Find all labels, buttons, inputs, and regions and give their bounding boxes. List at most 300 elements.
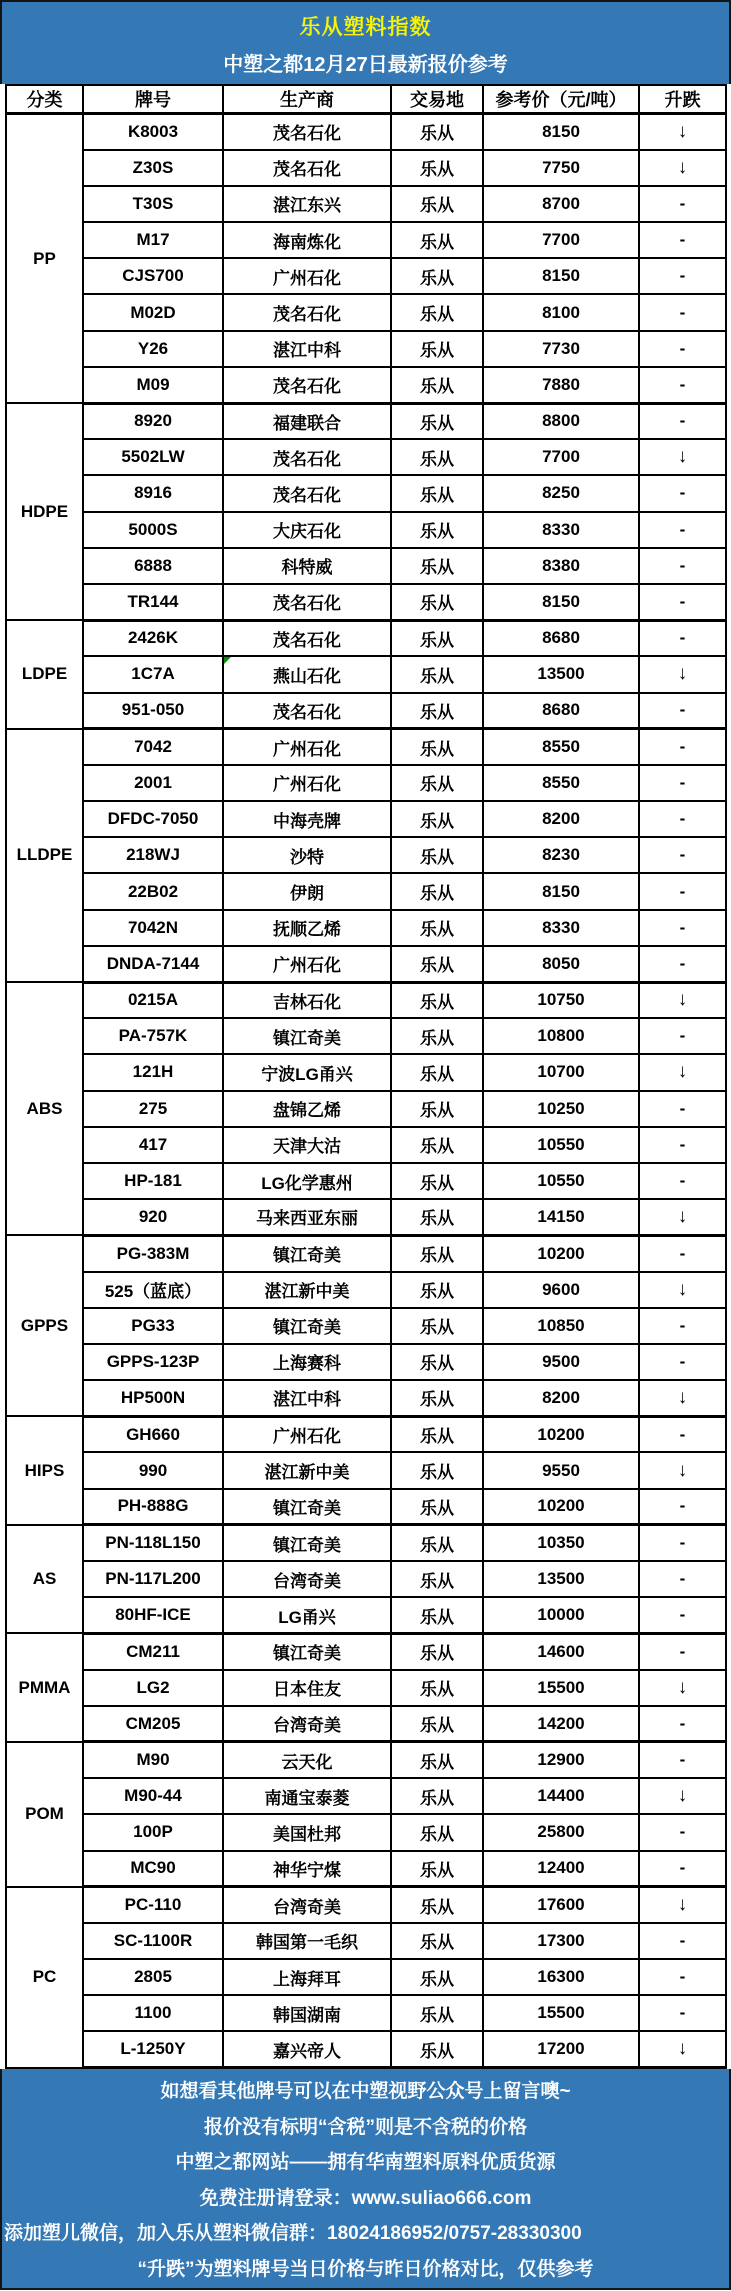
cell-text: 乐从 bbox=[420, 1427, 454, 1447]
producer-cell bbox=[223, 1344, 391, 1380]
table-row bbox=[6, 1525, 726, 1561]
cell-text: 乐从 bbox=[420, 775, 454, 795]
cell-text: 湛江中科 bbox=[273, 1390, 341, 1410]
cell-text: - bbox=[679, 1713, 686, 1733]
cell-text: 15500 bbox=[537, 1677, 585, 1697]
grade-cell bbox=[83, 1923, 223, 1959]
cell-text: ↓ bbox=[677, 1386, 688, 1408]
category-cell: PP bbox=[6, 114, 83, 404]
table-row bbox=[6, 1416, 726, 1452]
table-row bbox=[6, 837, 726, 873]
cell-text: 951-050 bbox=[121, 700, 185, 720]
trend-cell bbox=[639, 1380, 726, 1416]
table-row bbox=[6, 1670, 726, 1706]
price-cell bbox=[483, 1127, 639, 1163]
cell-text: 7700 bbox=[542, 447, 580, 467]
cell-text: - bbox=[679, 772, 686, 792]
cell-text: 神华宁煤 bbox=[273, 1860, 341, 1880]
grade-cell bbox=[83, 1127, 223, 1163]
trend-cell bbox=[639, 1235, 726, 1271]
price-cell bbox=[483, 1887, 639, 1923]
cell-text: 乐从 bbox=[420, 1463, 454, 1483]
price-cell bbox=[483, 656, 639, 692]
cell-text: Y26 bbox=[137, 338, 169, 358]
producer-cell bbox=[223, 1380, 391, 1416]
table-row bbox=[6, 801, 726, 837]
grade-cell bbox=[83, 946, 223, 982]
table-row bbox=[6, 765, 726, 801]
price-cell bbox=[483, 1706, 639, 1742]
market-cell bbox=[391, 1887, 483, 1923]
producer-cell bbox=[223, 439, 391, 475]
table-row bbox=[6, 1995, 726, 2031]
market-cell bbox=[391, 982, 483, 1018]
cell-text: 13500 bbox=[537, 1569, 585, 1589]
price-cell bbox=[483, 1561, 639, 1597]
producer-cell bbox=[223, 801, 391, 837]
cell-text: 美国杜邦 bbox=[273, 1824, 341, 1844]
producer-cell bbox=[223, 1163, 391, 1199]
trend-cell bbox=[639, 1561, 726, 1597]
grade-cell bbox=[83, 693, 223, 729]
grade-cell bbox=[83, 729, 223, 765]
grade-cell bbox=[83, 1851, 223, 1887]
cell-text: - bbox=[679, 1424, 686, 1444]
cell-text: 920 bbox=[138, 1206, 168, 1226]
table-row bbox=[6, 1054, 726, 1090]
market-cell bbox=[391, 910, 483, 946]
footer-line: 免费注册请登录：www.suliao666.com bbox=[199, 2187, 532, 2209]
price-cell bbox=[483, 403, 639, 439]
table-row bbox=[6, 1742, 726, 1778]
cell-text: 8200 bbox=[542, 1387, 580, 1407]
cell-text: 盘锦乙烯 bbox=[273, 1101, 341, 1121]
cell-text: SC-1100R bbox=[113, 1930, 193, 1950]
price-table-body bbox=[6, 114, 726, 2068]
cell-text: DFDC-7050 bbox=[107, 809, 199, 829]
table-row bbox=[6, 1778, 726, 1814]
market-cell bbox=[391, 1670, 483, 1706]
price-cell bbox=[483, 1525, 639, 1561]
trend-cell bbox=[639, 620, 726, 656]
cell-text: 2805 bbox=[134, 1967, 172, 1987]
cell-text: GPPS-123P bbox=[106, 1351, 200, 1371]
producer-cell bbox=[223, 693, 391, 729]
table-row bbox=[6, 331, 726, 367]
table-row bbox=[6, 1344, 726, 1380]
cell-text: 10200 bbox=[537, 1424, 585, 1444]
grade-cell bbox=[83, 1308, 223, 1344]
grade-cell bbox=[83, 1054, 223, 1090]
market-cell bbox=[391, 294, 483, 330]
market-cell bbox=[391, 765, 483, 801]
grade-cell bbox=[83, 1959, 223, 1995]
cell-text: 25800 bbox=[537, 1822, 585, 1842]
cell-text: 乐从 bbox=[420, 1824, 454, 1844]
market-cell bbox=[391, 1416, 483, 1452]
cell-text: PA-757K bbox=[118, 1026, 188, 1046]
market-cell bbox=[391, 620, 483, 656]
producer-cell bbox=[223, 1959, 391, 1995]
grade-cell bbox=[83, 1091, 223, 1127]
trend-cell bbox=[639, 1851, 726, 1887]
cell-text: 5502LW bbox=[121, 447, 185, 467]
cell-text: 抚顺乙烯 bbox=[273, 920, 341, 940]
price-cell bbox=[483, 475, 639, 511]
cell-text: 湛江中科 bbox=[273, 341, 341, 361]
cell-text: 6888 bbox=[134, 555, 172, 575]
trend-cell bbox=[639, 475, 726, 511]
cell-text: 马来西亚东丽 bbox=[256, 1209, 358, 1229]
price-cell bbox=[483, 512, 639, 548]
price-cell bbox=[483, 258, 639, 294]
producer-cell bbox=[223, 403, 391, 439]
price-cell bbox=[483, 1633, 639, 1669]
grade-cell bbox=[83, 1163, 223, 1199]
trend-cell bbox=[639, 2031, 726, 2067]
trend-cell bbox=[639, 693, 726, 729]
market-cell bbox=[391, 693, 483, 729]
market-cell bbox=[391, 1452, 483, 1488]
cell-text: 南通宝泰菱 bbox=[264, 1788, 350, 1808]
producer-cell bbox=[223, 1018, 391, 1054]
cell-text: 乐从 bbox=[420, 522, 454, 542]
cell-text: 乐从 bbox=[420, 1752, 454, 1772]
cell-text: - bbox=[679, 230, 686, 250]
grade-cell bbox=[83, 801, 223, 837]
cell-text: 7700 bbox=[542, 230, 580, 250]
cell-text: - bbox=[679, 1930, 686, 1950]
producer-cell bbox=[223, 1127, 391, 1163]
cell-text: 乐从 bbox=[420, 811, 454, 831]
table-row bbox=[6, 1814, 726, 1850]
cell-text: 乐从 bbox=[420, 558, 454, 578]
price-cell bbox=[483, 1163, 639, 1199]
trend-cell bbox=[639, 1597, 726, 1633]
price-cell bbox=[483, 1778, 639, 1814]
grade-cell bbox=[83, 1489, 223, 1525]
cell-text: 镇江奇美 bbox=[273, 1644, 341, 1664]
table-row bbox=[6, 1597, 726, 1633]
grade-cell bbox=[83, 512, 223, 548]
cell-text: - bbox=[679, 1098, 686, 1118]
cell-text: 10800 bbox=[537, 1026, 585, 1046]
price-cell bbox=[483, 765, 639, 801]
cell-text: 茂名石化 bbox=[273, 377, 341, 397]
cell-text: M90 bbox=[136, 1750, 170, 1770]
table-row bbox=[6, 873, 726, 909]
category-cell: AS bbox=[6, 1525, 83, 1634]
cell-text: ↓ bbox=[677, 120, 688, 142]
cell-text: 燕山石化 bbox=[273, 666, 341, 686]
producer-cell bbox=[223, 1452, 391, 1488]
table-row bbox=[6, 403, 726, 439]
producer-cell bbox=[223, 1742, 391, 1778]
cell-text: 台湾奇美 bbox=[273, 1571, 341, 1591]
cell-text: 乐从 bbox=[420, 1101, 454, 1121]
cell-text: - bbox=[679, 483, 686, 503]
price-cell bbox=[483, 186, 639, 222]
cell-text: PC-110 bbox=[124, 1895, 182, 1915]
price-cell bbox=[483, 1814, 639, 1850]
grade-cell bbox=[83, 294, 223, 330]
cell-text: - bbox=[679, 1822, 686, 1842]
cell-text: 乐从 bbox=[420, 1535, 454, 1555]
trend-cell bbox=[639, 114, 726, 150]
cell-text: 8330 bbox=[542, 519, 580, 539]
grade-cell bbox=[83, 186, 223, 222]
cell-text: ↓ bbox=[677, 1459, 688, 1481]
table-row bbox=[6, 584, 726, 620]
cell-text: 嘉兴帝人 bbox=[273, 2041, 341, 2061]
trend-cell bbox=[639, 873, 726, 909]
cell-text: 80HF-ICE bbox=[115, 1605, 191, 1625]
producer-cell bbox=[223, 1525, 391, 1561]
cell-text: 广州石化 bbox=[273, 1427, 341, 1447]
cell-text: 7042N bbox=[127, 917, 179, 937]
price-cell bbox=[483, 114, 639, 150]
cell-text: 乐从 bbox=[420, 268, 454, 288]
cell-text: - bbox=[679, 2003, 686, 2023]
cell-text: 广州石化 bbox=[273, 268, 341, 288]
price-cell bbox=[483, 331, 639, 367]
cell-text: 乐从 bbox=[420, 160, 454, 180]
producer-cell bbox=[223, 1561, 391, 1597]
market-cell bbox=[391, 114, 483, 150]
grade-cell bbox=[83, 331, 223, 367]
cell-text: 8150 bbox=[542, 266, 580, 286]
grade-cell bbox=[83, 403, 223, 439]
cell-text: 天津大沽 bbox=[273, 1137, 341, 1157]
grade-cell bbox=[83, 1344, 223, 1380]
grade-cell bbox=[83, 982, 223, 1018]
cell-text: 乐从 bbox=[420, 232, 454, 252]
producer-cell bbox=[223, 873, 391, 909]
cell-text: 14200 bbox=[537, 1713, 585, 1733]
cell-text: HP-181 bbox=[124, 1171, 182, 1191]
producer-cell bbox=[223, 1995, 391, 2031]
producer-cell bbox=[223, 1923, 391, 1959]
cell-text: 台湾奇美 bbox=[273, 1716, 341, 1736]
cell-text: - bbox=[679, 845, 686, 865]
cell-text: 乐从 bbox=[420, 594, 454, 614]
market-cell bbox=[391, 1814, 483, 1850]
cell-text: 5000S bbox=[128, 519, 178, 539]
grade-cell bbox=[83, 1018, 223, 1054]
cell-text: 15500 bbox=[537, 2003, 585, 2023]
cell-text: ↓ bbox=[677, 663, 688, 685]
cell-text: 乐从 bbox=[420, 1969, 454, 1989]
market-cell bbox=[391, 439, 483, 475]
cell-text: 乐从 bbox=[420, 1209, 454, 1229]
cell-text: TR144 bbox=[127, 591, 179, 611]
cell-text: 镇江奇美 bbox=[273, 1535, 341, 1555]
cell-text: 乐从 bbox=[420, 884, 454, 904]
cell-text: 17200 bbox=[537, 2039, 585, 2059]
cell-text: 海南炼化 bbox=[273, 232, 341, 252]
cell-text: - bbox=[679, 809, 686, 829]
table-row bbox=[6, 222, 726, 258]
producer-cell bbox=[223, 765, 391, 801]
grade-cell bbox=[83, 910, 223, 946]
table-row bbox=[6, 1308, 726, 1344]
producer-cell bbox=[223, 729, 391, 765]
price-cell bbox=[483, 1670, 639, 1706]
cell-text: 7750 bbox=[542, 157, 580, 177]
cell-text: 乐从 bbox=[420, 1498, 454, 1518]
cell-text: ↓ bbox=[677, 446, 688, 468]
green-corner-marker bbox=[224, 657, 231, 664]
market-cell bbox=[391, 403, 483, 439]
market-cell bbox=[391, 1995, 483, 2031]
producer-cell bbox=[223, 150, 391, 186]
cell-text: LG化学惠州 bbox=[261, 1173, 353, 1193]
grade-cell bbox=[83, 837, 223, 873]
market-cell bbox=[391, 1706, 483, 1742]
market-cell bbox=[391, 1018, 483, 1054]
trend-cell bbox=[639, 258, 726, 294]
grade-cell bbox=[83, 873, 223, 909]
trend-cell bbox=[639, 294, 726, 330]
cell-text: 10250 bbox=[537, 1098, 585, 1118]
trend-cell bbox=[639, 186, 726, 222]
grade-cell bbox=[83, 1525, 223, 1561]
trend-cell bbox=[639, 512, 726, 548]
cell-text: HP500N bbox=[120, 1387, 186, 1407]
cell-text: 茂名石化 bbox=[273, 702, 341, 722]
table-row bbox=[6, 294, 726, 330]
grade-cell bbox=[83, 1235, 223, 1271]
market-cell bbox=[391, 258, 483, 294]
table-row bbox=[6, 729, 726, 765]
cell-text: - bbox=[679, 266, 686, 286]
trend-cell bbox=[639, 801, 726, 837]
producer-cell bbox=[223, 1091, 391, 1127]
cell-text: - bbox=[679, 411, 686, 431]
trend-cell bbox=[639, 1670, 726, 1706]
price-cell bbox=[483, 693, 639, 729]
cell-text: - bbox=[679, 338, 686, 358]
producer-cell bbox=[223, 331, 391, 367]
table-row bbox=[6, 620, 726, 656]
market-cell bbox=[391, 1199, 483, 1235]
cell-text: 8700 bbox=[542, 193, 580, 213]
grade-cell bbox=[83, 620, 223, 656]
cell-text: - bbox=[679, 881, 686, 901]
cell-text: - bbox=[679, 591, 686, 611]
cell-text: 12400 bbox=[537, 1858, 585, 1878]
cell-text: M90-44 bbox=[124, 1786, 182, 1806]
cell-text: 广州石化 bbox=[273, 956, 341, 976]
cell-text: 乐从 bbox=[420, 1028, 454, 1048]
grade-cell bbox=[83, 1633, 223, 1669]
producer-cell bbox=[223, 620, 391, 656]
cell-text: 12900 bbox=[537, 1750, 585, 1770]
trend-cell bbox=[639, 982, 726, 1018]
cell-text: - bbox=[679, 917, 686, 937]
market-cell bbox=[391, 1054, 483, 1090]
price-cell bbox=[483, 729, 639, 765]
trend-cell bbox=[639, 1923, 726, 1959]
producer-cell bbox=[223, 1054, 391, 1090]
price-cell bbox=[483, 1995, 639, 2031]
cell-text: - bbox=[679, 1967, 686, 1987]
price-cell bbox=[483, 1452, 639, 1488]
cell-text: 990 bbox=[138, 1460, 168, 1480]
price-cell bbox=[483, 1308, 639, 1344]
price-cell bbox=[483, 1272, 639, 1308]
cell-text: 乐从 bbox=[420, 413, 454, 433]
trend-cell bbox=[639, 1127, 726, 1163]
trend-cell bbox=[639, 1344, 726, 1380]
cell-text: K8003 bbox=[127, 121, 179, 141]
cell-text: 14150 bbox=[537, 1206, 585, 1226]
market-cell bbox=[391, 150, 483, 186]
market-cell bbox=[391, 584, 483, 620]
cell-text: 8550 bbox=[542, 772, 580, 792]
grade-cell bbox=[83, 367, 223, 403]
header-row bbox=[6, 85, 726, 114]
cell-text: ↓ bbox=[677, 1205, 688, 1227]
cell-text: 乐从 bbox=[420, 341, 454, 361]
cell-text: 上海赛科 bbox=[273, 1354, 341, 1374]
cell-text: - bbox=[679, 1641, 686, 1661]
footer-line: 如想看其他牌号可以在中塑视野公众号上留言噢~ bbox=[160, 2081, 571, 2103]
price-cell bbox=[483, 1851, 639, 1887]
producer-cell bbox=[223, 1416, 391, 1452]
cell-text: 中海壳牌 bbox=[273, 811, 341, 831]
cell-text: LG甬兴 bbox=[278, 1607, 336, 1627]
cell-text: 乐从 bbox=[420, 1860, 454, 1880]
table-row bbox=[6, 150, 726, 186]
price-cell bbox=[483, 1742, 639, 1778]
market-cell bbox=[391, 331, 483, 367]
market-cell bbox=[391, 222, 483, 258]
cell-text: T30S bbox=[132, 193, 174, 213]
cell-text: 417 bbox=[138, 1134, 168, 1154]
price-cell bbox=[483, 837, 639, 873]
price-cell bbox=[483, 1235, 639, 1271]
cell-text: 伊朗 bbox=[290, 884, 324, 904]
trend-cell bbox=[639, 1887, 726, 1923]
cell-text: L-1250Y bbox=[120, 2039, 186, 2059]
market-cell bbox=[391, 873, 483, 909]
market-cell bbox=[391, 1091, 483, 1127]
price-cell bbox=[483, 873, 639, 909]
cell-text: 17300 bbox=[537, 1930, 585, 1950]
price-cell bbox=[483, 1489, 639, 1525]
category-cell: HIPS bbox=[6, 1416, 83, 1525]
table-row bbox=[6, 439, 726, 475]
market-cell bbox=[391, 1561, 483, 1597]
trend-cell bbox=[639, 1163, 726, 1199]
grade-cell bbox=[83, 1452, 223, 1488]
footer-line: “升跌”为塑料牌号当日价格与昨日价格对比，仅供参考 bbox=[137, 2258, 594, 2280]
trend-cell bbox=[639, 837, 726, 873]
trend-cell bbox=[639, 1633, 726, 1669]
producer-cell bbox=[223, 475, 391, 511]
cell-text: 乐从 bbox=[420, 1933, 454, 1953]
price-cell bbox=[483, 1959, 639, 1995]
cell-text: 10200 bbox=[537, 1243, 585, 1263]
cell-text: CJS700 bbox=[122, 266, 184, 286]
grade-cell bbox=[83, 1561, 223, 1597]
cell-text: 10000 bbox=[537, 1605, 585, 1625]
grade-cell bbox=[83, 1597, 223, 1633]
cell-text: ↓ bbox=[677, 156, 688, 178]
cell-text: - bbox=[679, 700, 686, 720]
cell-text: 13500 bbox=[537, 664, 585, 684]
